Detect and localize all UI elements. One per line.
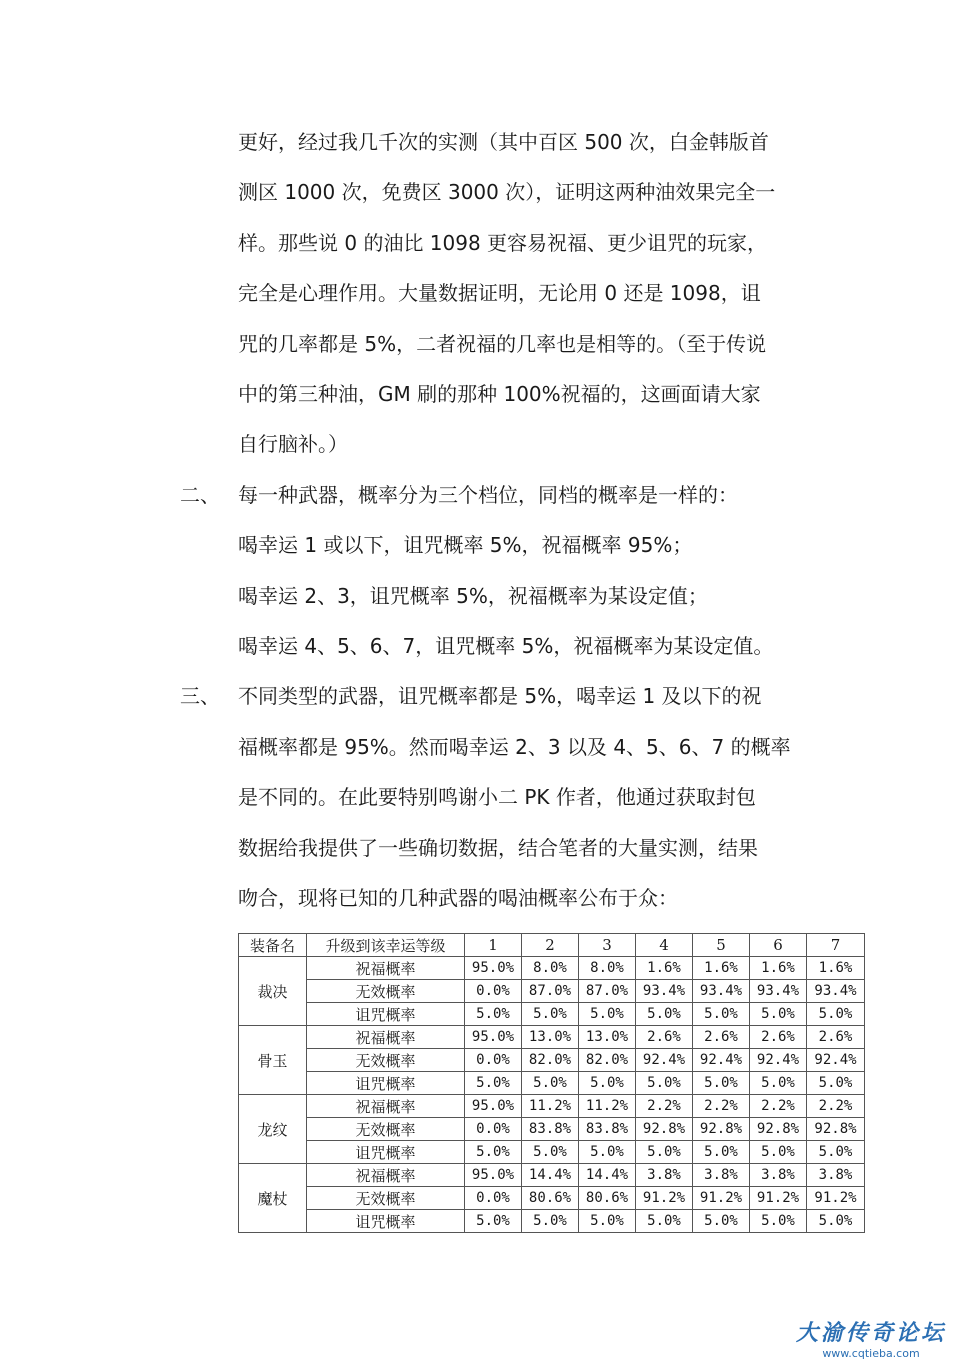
rate-value-cell: 5.0% [693, 1003, 750, 1026]
header-cell: 2 [522, 934, 579, 957]
rate-value-cell: 1.6% [750, 957, 807, 980]
rate-value-cell: 5.0% [579, 1141, 636, 1164]
table-row [239, 1072, 865, 1095]
paragraph-line: 中的第三种油，GM 刷的那种 100%祝福的，这画面请大家 [238, 382, 761, 406]
rate-value-cell: 5.0% [579, 1072, 636, 1095]
header-cell: 7 [807, 934, 865, 957]
rate-value-cell: 5.0% [579, 1003, 636, 1026]
table-row [239, 1095, 865, 1118]
rate-value-cell: 1.6% [807, 957, 865, 980]
paragraph-line: 每一种武器，概率分为三个档位，同档的概率是一样的： [238, 483, 738, 507]
rate-value-cell: 5.0% [522, 1072, 579, 1095]
section-number: 二、 [180, 483, 220, 507]
rate-label-cell: 祝福概率 [307, 1026, 465, 1049]
rate-value-cell: 91.2% [807, 1187, 865, 1210]
rate-value-cell: 80.6% [522, 1187, 579, 1210]
table-row [239, 1187, 865, 1210]
paragraph-line: 不同类型的武器，诅咒概率都是 5%，喝幸运 1 及以下的祝 [238, 684, 762, 708]
forum-watermark [796, 1316, 946, 1360]
rate-label-cell: 诅咒概率 [307, 1141, 465, 1164]
table-row [239, 980, 865, 1003]
rate-label-cell: 诅咒概率 [307, 1072, 465, 1095]
rate-value-cell: 80.6% [579, 1187, 636, 1210]
paragraph-line: 更好，经过我几千次的实测（其中百区 500 次，白金韩版首 [238, 130, 769, 154]
rate-value-cell: 5.0% [636, 1003, 693, 1026]
header-cell: 3 [579, 934, 636, 957]
rate-label-cell: 祝福概率 [307, 957, 465, 980]
rate-value-cell: 5.0% [750, 1210, 807, 1233]
paragraph-line: 喝幸运 1 或以下，诅咒概率 5%，祝福概率 95%； [238, 533, 693, 557]
header-cell: 装备名 [239, 934, 307, 957]
weapon-name-cell: 龙纹 [239, 1095, 307, 1164]
rate-value-cell: 13.0% [522, 1026, 579, 1049]
rate-value-cell: 2.2% [693, 1095, 750, 1118]
rate-value-cell: 1.6% [693, 957, 750, 980]
paragraph-line: 完全是心理作用。大量数据证明，无论用 0 还是 1098，诅 [238, 281, 761, 305]
table-row [239, 1164, 865, 1187]
rate-value-cell: 2.6% [693, 1026, 750, 1049]
rate-value-cell: 2.6% [750, 1026, 807, 1049]
weapon-name-cell: 裁决 [239, 957, 307, 1026]
table-row [239, 1049, 865, 1072]
rate-value-cell: 3.8% [636, 1164, 693, 1187]
rate-value-cell: 11.2% [522, 1095, 579, 1118]
rate-value-cell: 83.8% [522, 1118, 579, 1141]
rate-value-cell: 92.8% [807, 1118, 865, 1141]
rate-value-cell: 5.0% [693, 1210, 750, 1233]
paragraph-line: 咒的几率都是 5%，二者祝福的几率也是相等的。（至于传说 [238, 332, 767, 356]
watermark-title: 大渝传奇论坛 [795, 1320, 946, 1346]
rate-value-cell: 93.4% [750, 980, 807, 1003]
rate-value-cell: 92.4% [693, 1049, 750, 1072]
rate-value-cell: 8.0% [579, 957, 636, 980]
rate-value-cell: 5.0% [522, 1141, 579, 1164]
weapon-rates-table [238, 933, 865, 1233]
rate-value-cell: 87.0% [522, 980, 579, 1003]
rate-value-cell: 14.4% [579, 1164, 636, 1187]
rate-value-cell: 2.2% [750, 1095, 807, 1118]
rate-label-cell: 祝福概率 [307, 1164, 465, 1187]
rate-label-cell: 无效概率 [307, 1049, 465, 1072]
rate-value-cell: 93.4% [693, 980, 750, 1003]
rate-value-cell: 82.0% [579, 1049, 636, 1072]
header-cell: 4 [636, 934, 693, 957]
rate-value-cell: 0.0% [465, 1049, 522, 1072]
rate-value-cell: 91.2% [750, 1187, 807, 1210]
rate-value-cell: 5.0% [636, 1141, 693, 1164]
rate-label-cell: 无效概率 [307, 1118, 465, 1141]
rate-value-cell: 91.2% [693, 1187, 750, 1210]
rate-label-cell: 诅咒概率 [307, 1210, 465, 1233]
section-number: 三、 [180, 684, 220, 708]
watermark-url: www.cqtieba.com [822, 1347, 920, 1360]
rate-label-cell: 诅咒概率 [307, 1003, 465, 1026]
rate-value-cell: 5.0% [465, 1210, 522, 1233]
table-row [239, 957, 865, 980]
rate-label-cell: 无效概率 [307, 1187, 465, 1210]
rate-value-cell: 5.0% [465, 1141, 522, 1164]
rate-value-cell: 82.0% [522, 1049, 579, 1072]
table-body [239, 957, 865, 1233]
rate-value-cell: 3.8% [693, 1164, 750, 1187]
rate-value-cell: 92.4% [636, 1049, 693, 1072]
table-row [239, 1210, 865, 1233]
rate-value-cell: 92.4% [807, 1049, 865, 1072]
rate-value-cell: 0.0% [465, 1118, 522, 1141]
rate-value-cell: 93.4% [636, 980, 693, 1003]
rate-value-cell: 92.8% [750, 1118, 807, 1141]
rate-value-cell: 95.0% [465, 1095, 522, 1118]
table-header-row [239, 934, 865, 957]
rate-value-cell: 11.2% [579, 1095, 636, 1118]
rate-value-cell: 5.0% [807, 1210, 865, 1233]
rate-value-cell: 5.0% [522, 1210, 579, 1233]
rate-value-cell: 3.8% [807, 1164, 865, 1187]
paragraph-line: 福概率都是 95%。然而喝幸运 2、3 以及 4、5、6、7 的概率 [238, 735, 791, 759]
rate-value-cell: 2.6% [807, 1026, 865, 1049]
rate-value-cell: 5.0% [750, 1072, 807, 1095]
rate-value-cell: 91.2% [636, 1187, 693, 1210]
rate-value-cell: 3.8% [750, 1164, 807, 1187]
paragraph-line: 样。那些说 0 的油比 1098 更容易祝福、更少诅咒的玩家， [238, 231, 768, 255]
paragraph-line: 数据给我提供了一些确切数据，结合笔者的大量实测，结果 [238, 836, 758, 860]
rate-value-cell: 5.0% [465, 1072, 522, 1095]
rate-value-cell: 95.0% [465, 1164, 522, 1187]
paragraph-line: 测区 1000 次，免费区 3000 次），证明这两种油效果完全一 [238, 180, 776, 204]
table-row [239, 1003, 865, 1026]
paragraph-line: 喝幸运 2、3，诅咒概率 5%，祝福概率为某设定值； [238, 584, 708, 608]
rate-value-cell: 5.0% [636, 1072, 693, 1095]
paragraph-line: 吻合，现将已知的几种武器的喝油概率公布于众： [238, 886, 678, 910]
rate-value-cell: 5.0% [807, 1003, 865, 1026]
table-row [239, 1026, 865, 1049]
rate-value-cell: 83.8% [579, 1118, 636, 1141]
rate-value-cell: 13.0% [579, 1026, 636, 1049]
rate-value-cell: 5.0% [693, 1072, 750, 1095]
rate-value-cell: 92.4% [750, 1049, 807, 1072]
header-cell: 5 [693, 934, 750, 957]
table-row [239, 1141, 865, 1164]
paragraph-line: 是不同的。在此要特别鸣谢小二 PK 作者，他通过获取封包 [238, 785, 756, 809]
rate-value-cell: 1.6% [636, 957, 693, 980]
rate-value-cell: 92.8% [636, 1118, 693, 1141]
header-cell: 升级到该幸运等级 [307, 934, 465, 957]
rate-value-cell: 5.0% [579, 1210, 636, 1233]
rate-value-cell: 0.0% [465, 980, 522, 1003]
rate-value-cell: 92.8% [693, 1118, 750, 1141]
paragraph-line: 自行脑补。） [238, 432, 348, 456]
rate-value-cell: 95.0% [465, 1026, 522, 1049]
weapon-name-cell: 骨玉 [239, 1026, 307, 1095]
rate-value-cell: 5.0% [807, 1072, 865, 1095]
rate-value-cell: 0.0% [465, 1187, 522, 1210]
rate-value-cell: 5.0% [750, 1141, 807, 1164]
rate-value-cell: 14.4% [522, 1164, 579, 1187]
rate-value-cell: 2.2% [636, 1095, 693, 1118]
rate-value-cell: 93.4% [807, 980, 865, 1003]
rate-value-cell: 87.0% [579, 980, 636, 1003]
header-cell: 6 [750, 934, 807, 957]
rate-value-cell: 95.0% [465, 957, 522, 980]
paragraph-line: 喝幸运 4、5、6、7，诅咒概率 5%，祝福概率为某设定值。 [238, 634, 774, 658]
rate-value-cell: 5.0% [636, 1210, 693, 1233]
rate-value-cell: 2.2% [807, 1095, 865, 1118]
weapon-name-cell: 魔杖 [239, 1164, 307, 1233]
rate-value-cell: 2.6% [636, 1026, 693, 1049]
rate-label-cell: 祝福概率 [307, 1095, 465, 1118]
rate-value-cell: 8.0% [522, 957, 579, 980]
rate-value-cell: 5.0% [522, 1003, 579, 1026]
rate-label-cell: 无效概率 [307, 980, 465, 1003]
table-row [239, 1118, 865, 1141]
rate-value-cell: 5.0% [693, 1141, 750, 1164]
rate-value-cell: 5.0% [750, 1003, 807, 1026]
rate-value-cell: 5.0% [807, 1141, 865, 1164]
header-cell: 1 [465, 934, 522, 957]
rate-value-cell: 5.0% [465, 1003, 522, 1026]
